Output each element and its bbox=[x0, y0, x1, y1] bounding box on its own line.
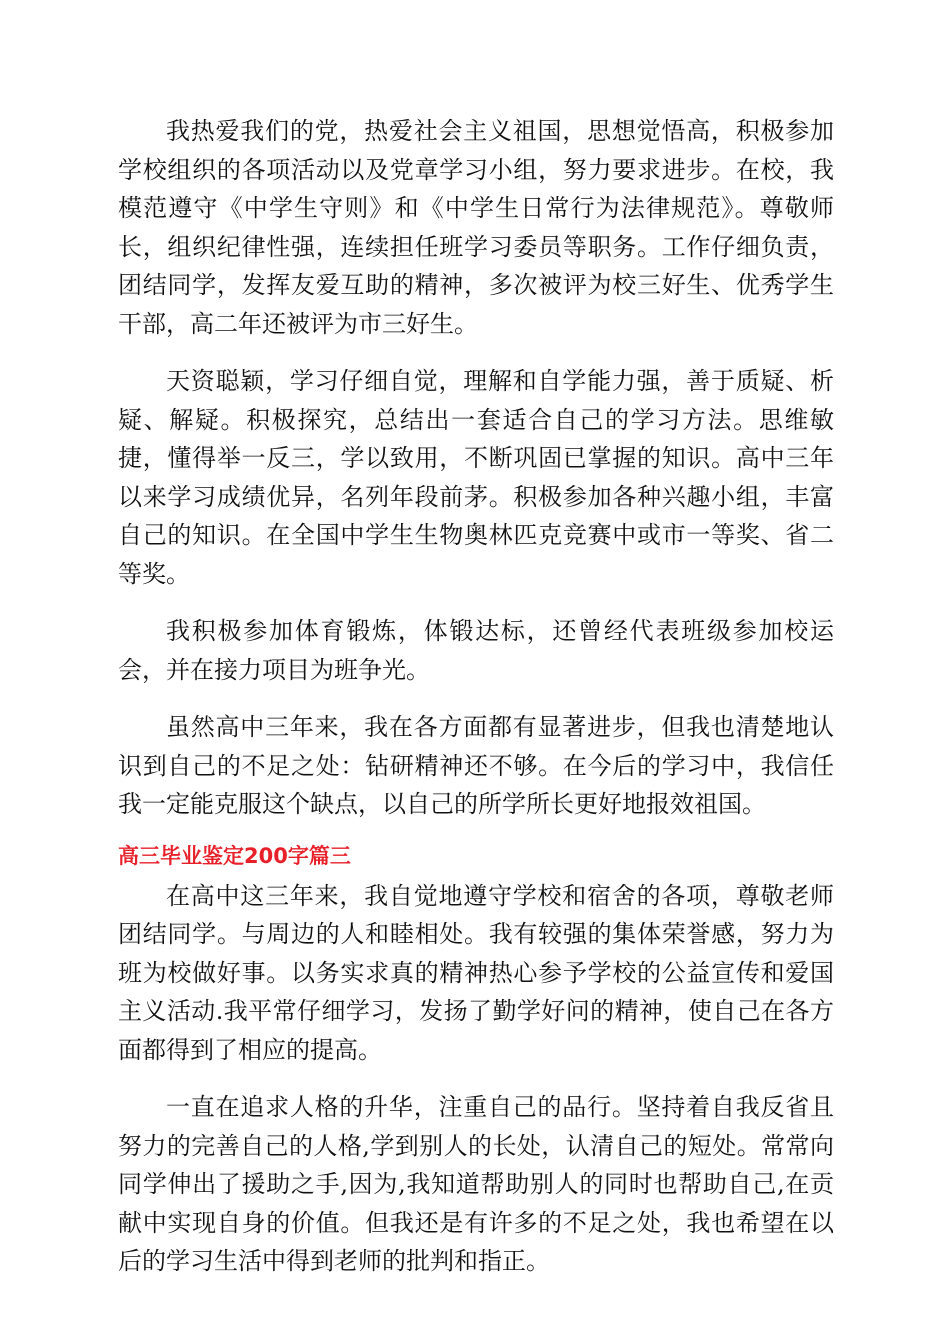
paragraph-political-conduct: 我热爱我们的党，热爱社会主义祖国，思想觉悟高，积极参加学校组织的各项活动以及党章学习小组，努力要求进步。在校，我模范遵守《中学生守则》和《中学生日常行为法律规范》。尊敬师长，组织纪律性强，连续担任班学习委员等职务。工作仔细负责，团结同学，发挥友爱互助的精神，多次被评为校三好生、优秀学生干部，高二年还被评为市三好生。 bbox=[118, 117, 834, 338]
paragraph-study-ability: 天资聪颖，学习仔细自觉，理解和自学能力强，善于质疑、析疑、解疑。积极探究，总结出一套适合自己的学习方法。思维敏捷，懂得举一反三，学以致用，不断巩固已掌握的知识。高中三年以来学习成绩优异，名列年段前茅。积极参加各种兴趣小组，丰富自己的知识。在全国中学生生物奥林匹克竞赛中或市一等奖、省二等奖。 bbox=[118, 367, 834, 588]
paragraph-school-conduct: 在高中这三年来，我自觉地遵守学校和宿舍的各项，尊敬老师团结同学。与周边的人和睦相处。我有较强的集体荣誉感，努力为班为校做好事。以务实求真的精神热心参予学校的公益宣传和爱国主义活动.我平常仔细学习，发扬了勤学好问的精神，使自己在各方面都得到了相应的提高。 bbox=[118, 881, 834, 1064]
paragraph-sports: 我积极参加体育锻炼，体锻达标，还曾经代表班级参加校运会，并在接力项目为班争光。 bbox=[118, 617, 834, 684]
section-heading: 高三毕业鉴定200字篇三 bbox=[118, 843, 351, 868]
paragraph-character: 一直在追求人格的升华，注重自己的品行。坚持着自我反省且努力的完善自己的人格,学到别人的长处，认清自己的短处。常常向同学伸出了援助之手,因为,我知道帮助别人的同时也帮助自己,在贡献中实现自身的价值。但我还是有许多的不足之处，我也希望在以后的学习生活中得到老师的批判和指正。 bbox=[118, 1093, 834, 1275]
document-body bbox=[118, 112, 834, 1300]
paragraph-shortcomings: 虽然高中三年来，我在各方面都有显著进步，但我也清楚地认识到自己的不足之处：钻研精神还不够。在今后的学习中，我信任我一定能克服这个缺点，以自己的所学所长更好地报效祖国。 bbox=[118, 713, 834, 818]
